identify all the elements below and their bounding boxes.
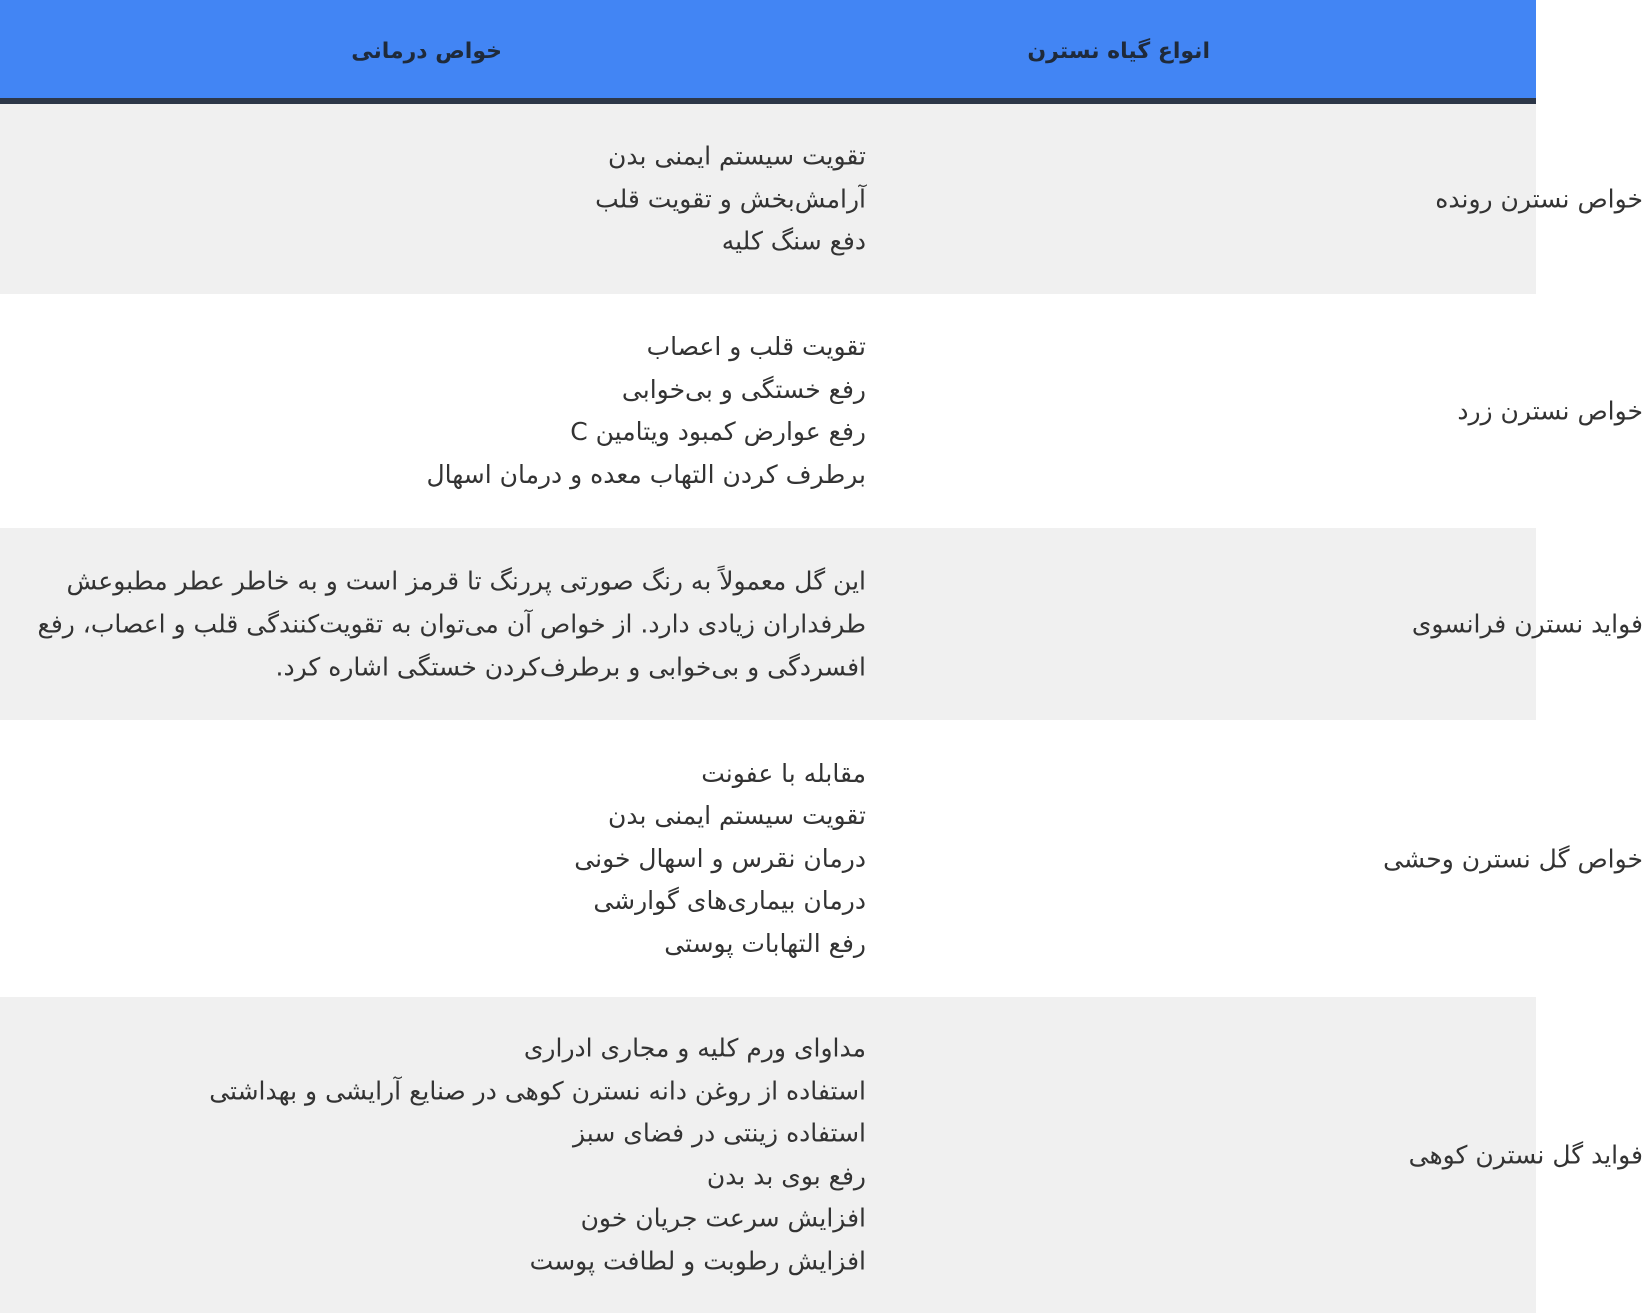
property-item: رفع خستگی و بی‌خوابی bbox=[621, 374, 866, 404]
property-item: مقابله با عفونت bbox=[701, 758, 866, 788]
type-label: خواص نسترن زرد bbox=[1457, 396, 1643, 426]
properties-list bbox=[574, 752, 866, 965]
type-cell bbox=[966, 997, 1643, 1313]
table-row bbox=[0, 104, 1643, 294]
property-item: درمان نقرس و اسهال خونی bbox=[574, 843, 866, 873]
type-cell bbox=[966, 720, 1643, 997]
properties-cell bbox=[0, 294, 966, 528]
table-row bbox=[0, 720, 1643, 997]
properties-cell bbox=[0, 997, 966, 1313]
properties-cell bbox=[0, 104, 966, 294]
properties-list bbox=[209, 1028, 866, 1283]
type-label: خواص نسترن رونده bbox=[1435, 184, 1643, 214]
property-item: مداوای ورم کلیه و مجاری ادراری bbox=[523, 1033, 866, 1063]
property-item: رفع عوارض کمبود ویتامین C bbox=[570, 417, 866, 446]
property-item: آرامش‌بخش و تقویت قلب bbox=[595, 183, 866, 213]
property-item: تقویت سیستم ایمنی بدن bbox=[607, 800, 866, 830]
property-item: دفع سنگ کلیه bbox=[721, 226, 866, 256]
type-cell bbox=[966, 294, 1643, 528]
properties-cell bbox=[0, 720, 966, 997]
table-row bbox=[0, 997, 1643, 1313]
property-item: استفاده زینتی در فضای سبز bbox=[573, 1118, 866, 1148]
type-label: خواص گل نسترن وحشی bbox=[1383, 844, 1643, 873]
property-item: رفع التهابات پوستی bbox=[664, 928, 866, 958]
table-row bbox=[0, 528, 1643, 720]
property-item: تقویت سیستم ایمنی بدن bbox=[607, 141, 866, 171]
property-item: درمان بیماری‌های گوارشی bbox=[593, 885, 866, 915]
header-type-label: انواع گیاه نسترن bbox=[1027, 39, 1210, 64]
properties-list bbox=[595, 135, 866, 263]
properties-cell bbox=[0, 528, 966, 720]
table-header bbox=[0, 0, 1536, 104]
property-item: استفاده از روغن دانه نسترن کوهی در صنایع آرایشی و بهداشتی bbox=[209, 1076, 866, 1105]
properties-paragraph: این گل معمولاً به رنگ صورتی پررنگ تا قرمز است و به خاطر عطر مطبوعش طرفداران زیادی دارد. از خواص آن می‌توان به تقویت‌کنندگی قلب و اعصاب، رفع افسردگی و بی‌خوابی و برطرف‌کردن خستگی اشاره کرد. bbox=[37, 566, 866, 682]
type-label: فواید نسترن فرانسوی bbox=[1411, 609, 1643, 639]
property-item: برطرف کردن التهاب معده و درمان اسهال bbox=[426, 459, 866, 489]
type-label: فواید گل نسترن کوهی bbox=[1408, 1140, 1643, 1170]
type-cell bbox=[966, 528, 1643, 720]
property-item: تقویت قلب و اعصاب bbox=[646, 332, 866, 361]
properties-list bbox=[426, 326, 866, 496]
header-properties-label: خواص درمانی bbox=[351, 39, 502, 64]
type-cell bbox=[966, 104, 1643, 294]
property-item: افزایش سرعت جریان خون bbox=[580, 1203, 866, 1233]
property-item: افزایش رطوبت و لطافت پوست bbox=[529, 1246, 866, 1275]
table-row bbox=[0, 294, 1643, 528]
property-item: رفع بوی بد بدن bbox=[706, 1161, 866, 1190]
